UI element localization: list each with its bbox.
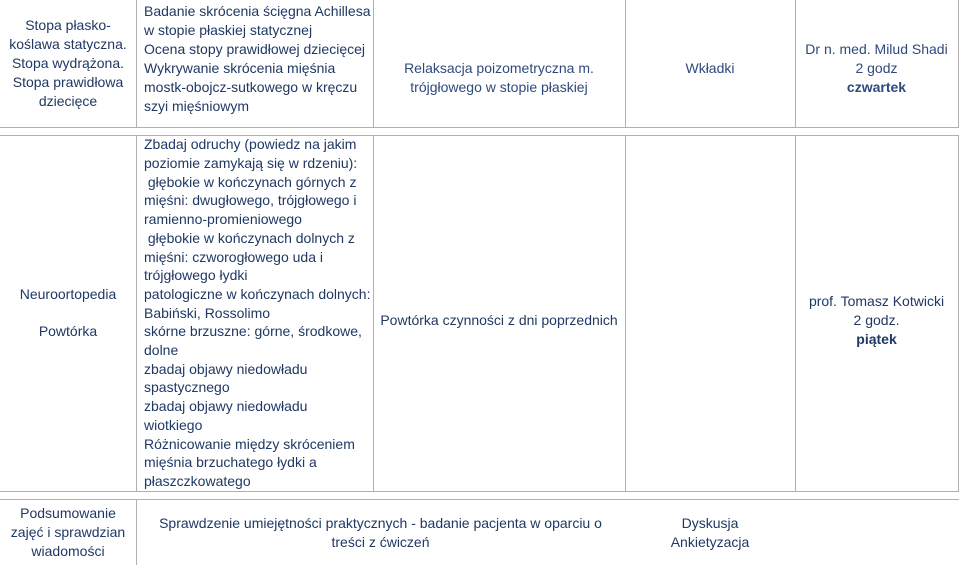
text-line: zbadaj objawy niedowładu [144, 398, 308, 415]
text-line: Stopa płasko- [25, 17, 111, 33]
text-line: Neuroortopedia [19, 286, 117, 302]
text-line: trójgłowego łydki [144, 267, 248, 284]
row3-materials [625, 499, 795, 567]
text-line: spastycznego [144, 379, 230, 396]
text-line: Relaksacja poizometryczna m. [404, 60, 594, 76]
text-line: mięśni: dwugłowego, trójgłowego i [144, 192, 357, 209]
text-line: Powtórka [38, 323, 98, 339]
row1-teacher [795, 20, 958, 116]
grid-line [625, 135, 626, 491]
text-line: Dyskusja [681, 515, 739, 531]
row1-content [144, 0, 372, 117]
hours: 2 godz [855, 59, 898, 76]
text-line: dziecięce [38, 93, 98, 109]
text-line: w stopie płaskiej statycznej [144, 21, 313, 38]
weekday: piątek [856, 330, 897, 347]
row3-topic [0, 499, 136, 565]
text-line: trójgłowego w stopie płaskiej [410, 79, 588, 95]
teacher-name: prof. Tomasz Kotwicki [808, 292, 945, 309]
text-line: zbadaj objawy niedowładu [144, 360, 308, 377]
grid-line [958, 135, 959, 491]
row1-topic [0, 0, 136, 127]
text-line: zajęć i sprawdzian [10, 523, 126, 540]
text-line: Sprawdzenie umiejętności praktycznych - badanie pacjenta w oparciu o [159, 515, 602, 531]
text-line: Wykrywanie skrócenia mięśnia [144, 59, 336, 76]
text-line: patologiczne w kończynach dolnych: [144, 285, 371, 302]
grid-line [0, 127, 959, 128]
text-line: Ocena stopy prawidłowej dziecięcej [144, 40, 365, 57]
row3-content [136, 499, 625, 567]
text-line: głębokie w kończynach dolnych z [144, 229, 355, 246]
row2-topic [0, 135, 136, 491]
text-line: dolne [144, 342, 179, 359]
text-line: Powtórka czynności z dni poprzednich [380, 311, 618, 328]
text-line: Wkładki [685, 59, 735, 76]
weekday: czwartek [846, 78, 907, 95]
text-line: poziomie zamykają się w rdzeniu): [144, 155, 358, 172]
text-line: Babiński, Rossolimo [144, 304, 271, 321]
row2-practice [373, 135, 625, 505]
row1-practice [373, 40, 625, 116]
text-line: płaszczkowatego [144, 472, 251, 489]
text-line: mięśnia brzuchatego łydki a [144, 454, 317, 471]
text-line: treści z ćwiczeń [331, 534, 430, 550]
text-line: mostk-obojcz-sutkowego w kręczu [144, 78, 358, 95]
text-line: Podsumowanie [20, 504, 116, 521]
grid-line [136, 135, 137, 491]
text-line: szyi mięśniowym [144, 97, 250, 114]
text-line: Badanie skrócenia ścięgna Achillesa [144, 2, 371, 19]
row1-materials [625, 40, 795, 96]
text-line: Stopa wydrążona. [11, 55, 125, 71]
text-line: Różnicowanie między skróceniem [144, 435, 355, 452]
text-line: Stopa prawidłowa [12, 74, 124, 90]
text-line: koślawa statyczna. [9, 36, 127, 52]
teacher-name: Dr n. med. Milud Shadi [805, 40, 948, 57]
row2-content [144, 135, 372, 491]
text-line: wiadomości [31, 542, 105, 559]
text-line: Ankietyzacja [670, 534, 750, 550]
text-line: głębokie w kończynach górnych z [144, 173, 357, 190]
text-line: skórne brzuszne: górne, środkowe, [144, 323, 362, 340]
text-line: ramienno-promieniowego [144, 211, 302, 228]
text-line: wiotkiego [144, 416, 203, 433]
hours: 2 godz. [853, 311, 900, 328]
row2-teacher [795, 135, 958, 505]
grid-line [958, 0, 959, 127]
text-line: Zbadaj odruchy (powiedz na jakim [144, 136, 357, 153]
text-line: mięśni: czworogłowego uda i [144, 248, 323, 265]
grid-line [136, 0, 137, 127]
